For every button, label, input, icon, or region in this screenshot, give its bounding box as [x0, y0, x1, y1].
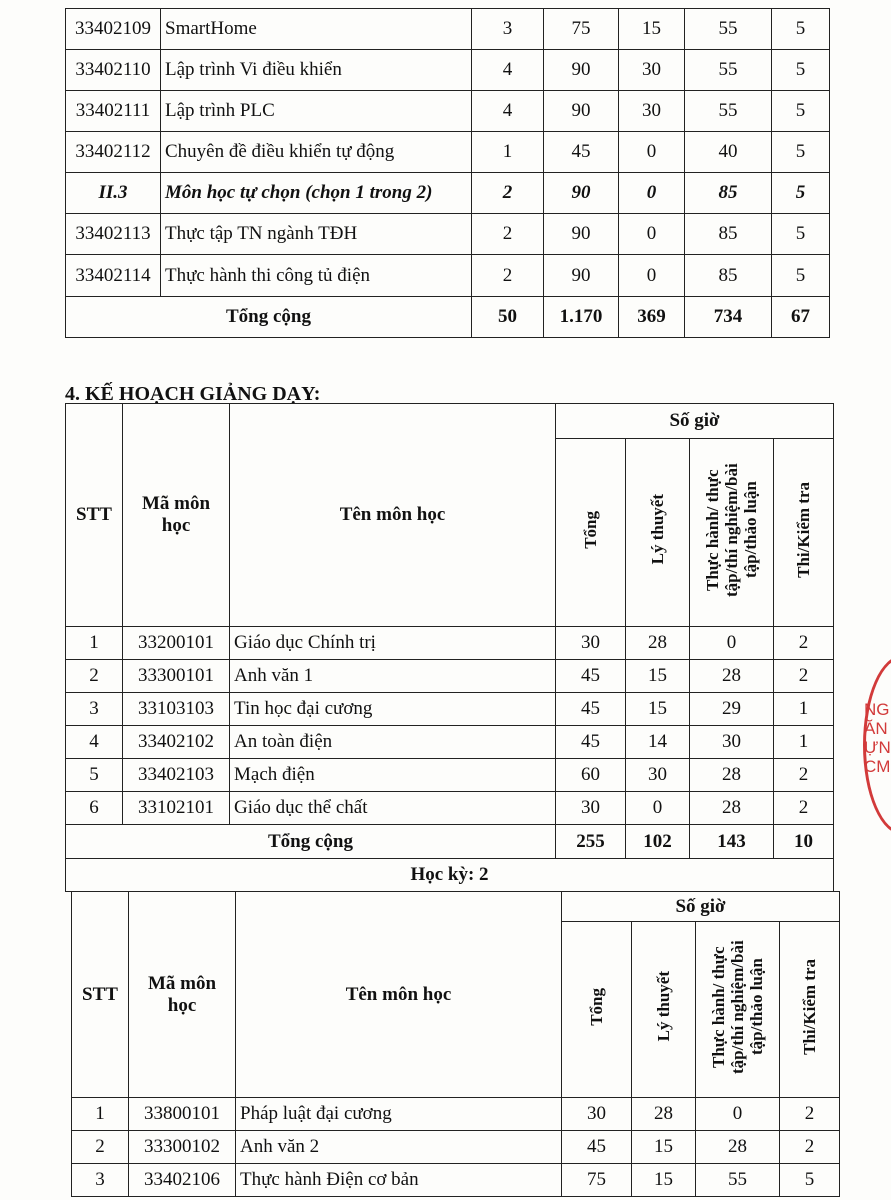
seal-text: ĂN: [864, 719, 888, 738]
exam-hours: 5: [772, 9, 830, 50]
table-row: [66, 792, 834, 825]
practice-hours: 0: [696, 1098, 780, 1131]
theory-header: Lý thuyết: [648, 494, 667, 565]
header-row: [66, 404, 834, 439]
credits: 2: [472, 255, 544, 297]
total-hours: 30: [562, 1098, 632, 1131]
course-code: 33800101: [129, 1098, 236, 1131]
total-hours: 45: [556, 726, 626, 759]
theory-hours: 0: [619, 214, 685, 255]
total-hours: 75: [562, 1164, 632, 1197]
course-name: Giáo dục Chính trị: [230, 627, 556, 660]
total-hours: 90: [544, 173, 619, 214]
practice-hours: 28: [690, 660, 774, 693]
stt-header: STT: [66, 404, 123, 627]
practice-hours: 28: [690, 759, 774, 792]
course-code: 33402114: [66, 255, 161, 297]
course-code: 33102101: [123, 792, 230, 825]
program-table-continued: [65, 8, 830, 338]
total-hours: 255: [556, 825, 626, 859]
course-name: Mạch điện: [230, 759, 556, 792]
total-hours: 45: [556, 693, 626, 726]
theory-header: Lý thuyết: [654, 971, 673, 1042]
theory-hours: 0: [619, 255, 685, 297]
practice-hours: 29: [690, 693, 774, 726]
table-row: [66, 91, 830, 132]
course-name: Giáo dục thể chất: [230, 792, 556, 825]
seal-text: ỰN: [864, 738, 891, 757]
theory-hours: 15: [619, 9, 685, 50]
exam-hours: 5: [772, 214, 830, 255]
hours-header: Số giờ: [556, 404, 834, 439]
theory-hours: 30: [619, 50, 685, 91]
course-code: 33200101: [123, 627, 230, 660]
practice-hours: 28: [690, 792, 774, 825]
exam-hours: 2: [780, 1098, 840, 1131]
row-number: 6: [66, 792, 123, 825]
credits: 3: [472, 9, 544, 50]
exam-header: Thi/Kiểm tra: [794, 481, 813, 578]
credits: 4: [472, 50, 544, 91]
row-number: 2: [66, 660, 123, 693]
table-row: [66, 214, 830, 255]
theory-hours: 15: [626, 693, 690, 726]
course-name: Tin học đại cương: [230, 693, 556, 726]
row-number: 3: [72, 1164, 129, 1197]
total-hours: 90: [544, 255, 619, 297]
course-name: Lập trình PLC: [161, 91, 472, 132]
total-theory: 102: [626, 825, 690, 859]
theory-hours: 0: [626, 792, 690, 825]
practice-header: Thực hành/ thực tập/thí nghiệm/bài tập/thảo luận: [703, 462, 760, 597]
total-header: Tổng: [587, 987, 606, 1026]
total-hours: 90: [544, 214, 619, 255]
elective-group-row: [66, 173, 830, 214]
course-name: Thực tập TN ngành TĐH: [161, 214, 472, 255]
table-row: [66, 660, 834, 693]
course-code: 33300101: [123, 660, 230, 693]
course-name: Thực hành thi công tủ điện: [161, 255, 472, 297]
total-header: Tổng: [581, 510, 600, 549]
credits: 2: [472, 214, 544, 255]
practice-hours: 55: [685, 50, 772, 91]
practice-hours: 0: [690, 627, 774, 660]
total-hours: 90: [544, 50, 619, 91]
course-code: 33402102: [123, 726, 230, 759]
course-name: Lập trình Vi điều khiển: [161, 50, 472, 91]
course-name: Pháp luật đại cương: [236, 1098, 562, 1131]
practice-hours: 55: [685, 9, 772, 50]
course-name: Anh văn 2: [236, 1131, 562, 1164]
exam-hours: 2: [780, 1131, 840, 1164]
credits: 2: [472, 173, 544, 214]
seal-text: CM: [864, 757, 891, 776]
table-row: [66, 50, 830, 91]
credits: 1: [472, 132, 544, 173]
row-number: 3: [66, 693, 123, 726]
exam-hours: 5: [772, 91, 830, 132]
practice-header: Thực hành/ thực tập/thí nghiệm/bài tập/thảo luận: [709, 939, 766, 1074]
theory-hours: 15: [632, 1164, 696, 1197]
total-practice: 143: [690, 825, 774, 859]
total-label: Tổng cộng: [66, 297, 472, 338]
row-number: 5: [66, 759, 123, 792]
course-code: 33402109: [66, 9, 161, 50]
table-row: [66, 726, 834, 759]
course-code: 33402113: [66, 214, 161, 255]
theory-hours: 0: [619, 173, 685, 214]
theory-hours: 28: [626, 627, 690, 660]
semester-label-row: [66, 859, 834, 892]
table-row: [72, 1131, 840, 1164]
total-row: [66, 825, 834, 859]
table-row: [66, 9, 830, 50]
official-seal: [855, 655, 891, 835]
theory-hours: 0: [619, 132, 685, 173]
exam-hours: 5: [772, 255, 830, 297]
course-code: 33402111: [66, 91, 161, 132]
practice-hours: 85: [685, 173, 772, 214]
table-row: [66, 759, 834, 792]
practice-hours: 55: [696, 1164, 780, 1197]
seal-text: NG: [864, 700, 890, 719]
theory-hours: 30: [619, 91, 685, 132]
total-hours: 45: [562, 1131, 632, 1164]
exam-hours: 2: [774, 660, 834, 693]
practice-hours: 30: [690, 726, 774, 759]
row-number: 1: [72, 1098, 129, 1131]
course-code: 33300102: [129, 1131, 236, 1164]
theory-hours: 14: [626, 726, 690, 759]
total-hours: 75: [544, 9, 619, 50]
course-name: Anh văn 1: [230, 660, 556, 693]
total-label: Tổng cộng: [66, 825, 556, 859]
name-header: Tên môn học: [236, 892, 562, 1098]
exam-hours: 5: [772, 173, 830, 214]
total-hours: 45: [556, 660, 626, 693]
total-exam: 67: [772, 297, 830, 338]
section-title: 4. KẾ HOẠCH GIẢNG DẠY:: [65, 383, 321, 405]
code-header: Mã môn học: [129, 892, 236, 1098]
table-row: [66, 627, 834, 660]
table-row: [72, 1164, 840, 1197]
code-header: Mã môn học: [123, 404, 230, 627]
stt-header: STT: [72, 892, 129, 1098]
course-name: SmartHome: [161, 9, 472, 50]
total-row: [66, 297, 830, 338]
total-theory: 369: [619, 297, 685, 338]
theory-hours: 15: [632, 1131, 696, 1164]
course-name: Thực hành Điện cơ bản: [236, 1164, 562, 1197]
total-hours: 30: [556, 792, 626, 825]
exam-hours: 5: [772, 50, 830, 91]
group-code: II.3: [66, 173, 161, 214]
credits: 4: [472, 91, 544, 132]
exam-hours: 2: [774, 627, 834, 660]
semester-2-table: [71, 891, 840, 1197]
row-number: 2: [72, 1131, 129, 1164]
theory-hours: 15: [626, 660, 690, 693]
exam-hours: 1: [774, 693, 834, 726]
course-code: 33402112: [66, 132, 161, 173]
exam-hours: 1: [774, 726, 834, 759]
course-name: Chuyên đề điều khiển tự động: [161, 132, 472, 173]
total-credits: 50: [472, 297, 544, 338]
course-code: 33402110: [66, 50, 161, 91]
row-number: 4: [66, 726, 123, 759]
semester-2-label: Học kỳ: 2: [66, 859, 834, 892]
total-hours: 45: [544, 132, 619, 173]
practice-hours: 85: [685, 255, 772, 297]
theory-hours: 30: [626, 759, 690, 792]
hours-header: Số giờ: [562, 892, 840, 922]
table-row: [66, 693, 834, 726]
table-row: [72, 1098, 840, 1131]
practice-hours: 55: [685, 91, 772, 132]
header-row: [72, 892, 840, 922]
exam-hours: 5: [772, 132, 830, 173]
exam-hours: 2: [774, 792, 834, 825]
total-hours: 1.170: [544, 297, 619, 338]
course-code: 33402106: [129, 1164, 236, 1197]
group-name: Môn học tự chọn (chọn 1 trong 2): [161, 173, 472, 214]
total-exam: 10: [774, 825, 834, 859]
total-hours: 90: [544, 91, 619, 132]
course-name: An toàn điện: [230, 726, 556, 759]
name-header: Tên môn học: [230, 404, 556, 627]
course-code: 33402103: [123, 759, 230, 792]
total-hours: 30: [556, 627, 626, 660]
semester-1-table: [65, 403, 834, 892]
row-number: 1: [66, 627, 123, 660]
practice-hours: 85: [685, 214, 772, 255]
table-row: [66, 132, 830, 173]
table-row: [66, 255, 830, 297]
course-code: 33103103: [123, 693, 230, 726]
exam-header: Thi/Kiểm tra: [800, 958, 819, 1055]
total-hours: 60: [556, 759, 626, 792]
theory-hours: 28: [632, 1098, 696, 1131]
exam-hours: 5: [780, 1164, 840, 1197]
practice-hours: 40: [685, 132, 772, 173]
exam-hours: 2: [774, 759, 834, 792]
total-practice: 734: [685, 297, 772, 338]
practice-hours: 28: [696, 1131, 780, 1164]
